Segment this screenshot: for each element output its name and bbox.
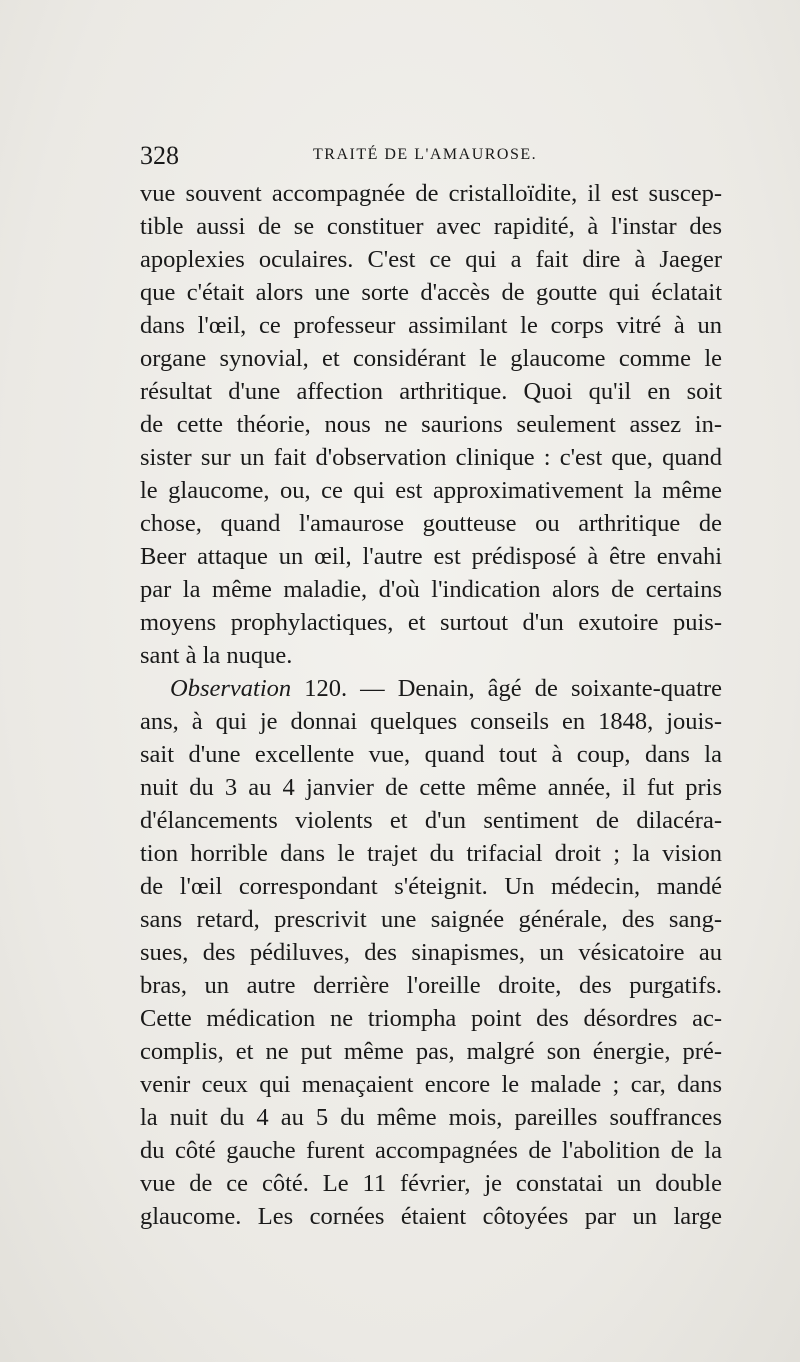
text-line: sait d'une excellente vue, quand tout à coup, dans la <box>140 741 722 768</box>
text-line: chose, quand l'amaurose goutteuse ou arthritique de <box>140 510 722 537</box>
text-line: de l'œil correspondant s'éteignit. Un médecin, mandé <box>140 873 722 900</box>
text-line: tion horrible dans le trajet du trifacial droit ; la vision <box>140 840 722 867</box>
text-line: glaucome. Les cornées étaient côtoyées par un large <box>140 1203 722 1230</box>
text-line: bras, un autre derrière l'oreille droite, des purgatifs. <box>140 972 722 999</box>
observation-label: Observation <box>170 675 292 702</box>
text-line: sant à la nuque. <box>140 642 293 669</box>
text-line: du côté gauche furent accompagnées de l'abolition de la <box>140 1137 722 1164</box>
text-line: sister sur un fait d'observation clinique : c'est que, quand <box>140 444 722 471</box>
text-line: vue souvent accompagnée de cristalloïdite, il est suscep- <box>140 180 722 207</box>
page-header <box>140 141 720 171</box>
text-line: complis, et ne put même pas, malgré son énergie, pré- <box>140 1038 722 1065</box>
text-line: que c'était alors une sorte d'accès de goutte qui éclatait <box>140 279 722 306</box>
text-line: tible aussi de se constituer avec rapidité, à l'instar des <box>140 213 722 240</box>
text-line: Cette médication ne triompha point des désordres ac- <box>140 1005 722 1032</box>
text-line: par la même maladie, d'où l'indication alors de certains <box>140 576 722 603</box>
text-line: vue de ce côté. Le 11 février, je constatai un double <box>140 1170 722 1197</box>
text-line: organe synovial, et considérant le glaucome comme le <box>140 345 722 372</box>
text-line: de cette théorie, nous ne saurions seulement assez in- <box>140 411 722 438</box>
text-line: la nuit du 4 au 5 du même mois, pareilles souffrances <box>140 1104 722 1131</box>
text-line: sues, des pédiluves, des sinapismes, un vésicatoire au <box>140 939 722 966</box>
text-line: dans l'œil, ce professeur assimilant le corps vitré à un <box>140 312 722 339</box>
running-title: TRAITÉ DE L'AMAUROSE. <box>313 146 538 163</box>
text-line: le glaucome, ou, ce qui est approximativement la même <box>140 477 722 504</box>
observation-heading-line <box>140 672 722 705</box>
text-line: d'élancements violents et d'un sentiment de dilacéra- <box>140 807 722 834</box>
text-line: apoplexies oculaires. C'est ce qui a fait dire à Jaeger <box>140 246 722 273</box>
observation-intro: 120. — Denain, âgé de soixante-quatre <box>291 675 722 702</box>
text-line: moyens prophylactiques, et surtout d'un exutoire puis- <box>140 609 722 636</box>
page-number: 328 <box>140 141 179 170</box>
text-line: sans retard, prescrivit une saignée générale, des sang- <box>140 906 722 933</box>
text-line: Beer attaque un œil, l'autre est prédisposé à être envahi <box>140 543 722 570</box>
body-text <box>140 177 722 1233</box>
text-line: nuit du 3 au 4 janvier de cette même année, il fut pris <box>140 774 722 801</box>
text-line: résultat d'une affection arthritique. Quoi qu'il en soit <box>140 378 722 405</box>
text-line: ans, à qui je donnai quelques conseils en 1848, jouis- <box>140 708 722 735</box>
text-line: venir ceux qui menaçaient encore le malade ; car, dans <box>140 1071 722 1098</box>
